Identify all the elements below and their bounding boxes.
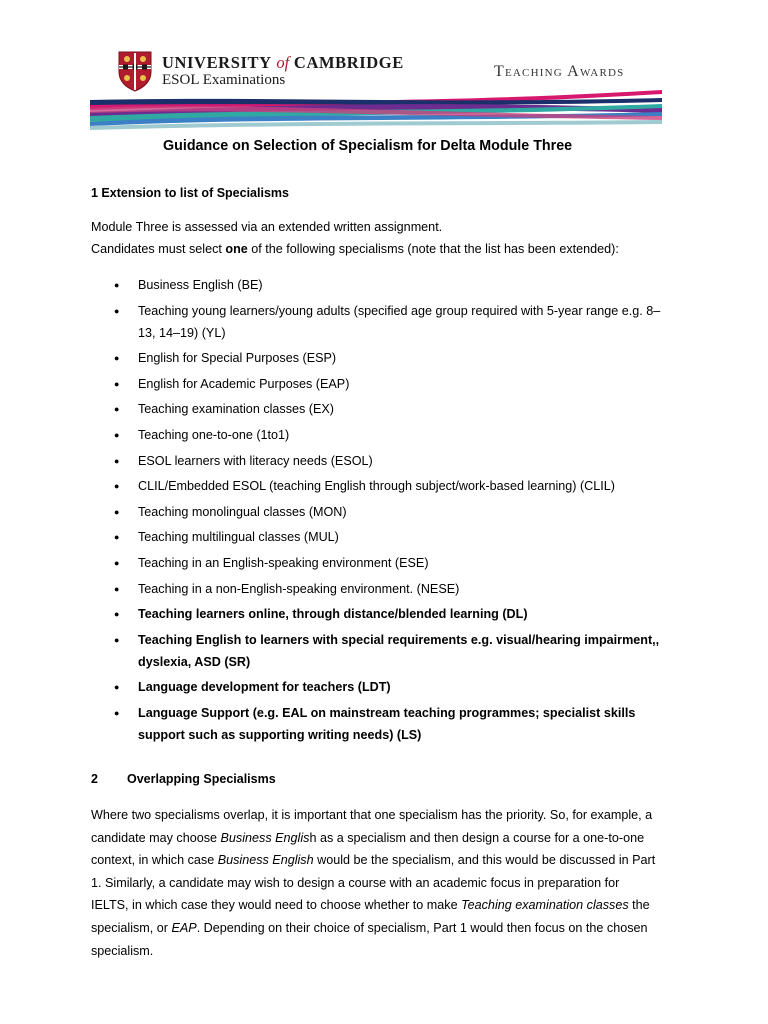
emphasis-one: one [225,242,248,256]
specialism-item [91,450,681,472]
intro-line-1: Module Three is assessed via an extended written assignment. [91,220,443,234]
section-2-number: 2 [91,772,98,786]
bullet-icon: ● [114,305,120,316]
italic-term: Business English [217,853,314,868]
program-name: Teaching Awards [494,63,625,80]
specialism-text: CLIL/Embedded ESOL (teaching English through subject/work-based learning) (CLIL) [138,479,615,494]
specialism-text: Teaching young learners/young adults (specified age group required with 5-year range e.g. 8– [138,303,661,318]
specialism-text: Teaching examination classes (EX) [138,402,334,417]
specialism-text: Teaching in a non-English-speaking environment. (NESE) [138,581,460,596]
intro-line-2: Candidates must select one of the following specialisms (note that the list has been extended): [91,242,619,256]
specialism-item [91,676,681,698]
specialism-item [91,347,681,369]
bullet-icon: ● [114,353,120,364]
specialism-item [91,578,681,600]
bullet-icon: ● [114,583,120,594]
specialism-text: Teaching monolingual classes (MON) [138,504,347,519]
specialism-item [91,526,681,548]
specialism-text: Business English (BE) [138,278,263,292]
specialism-text: English for Academic Purposes (EAP) [138,376,350,391]
specialism-text-continued: dyslexia, ASD (SR) [138,654,251,669]
specialism-text: Teaching multilingual classes (MUL) [138,530,339,545]
specialism-text: Teaching one-to-one (1to1) [138,427,290,442]
university-name: UNIVERSITY of CAMBRIDGE [162,53,404,72]
bullet-icon: ● [114,378,120,389]
specialism-item [91,603,681,625]
specialism-item [91,629,681,673]
swoosh-banner [90,82,662,132]
specialism-item [91,373,681,395]
bullet-icon: ● [114,429,120,440]
specialism-text: Language development for teachers (LDT) [138,680,391,695]
specialism-item [91,274,681,296]
bullet-icon: ● [114,404,120,415]
specialism-item [91,300,681,344]
section-2-heading: Overlapping Specialisms [127,772,276,786]
specialism-text: Language Support (e.g. EAL on mainstream teaching programmes; specialist skills [138,705,636,720]
specialism-item [91,398,681,420]
bullet-icon: ● [114,707,120,718]
section-2-paragraph [91,804,681,962]
italic-term: EAP [171,920,197,935]
specialism-text-continued: 13, 14–19) (YL) [138,325,226,340]
exam-board-name: ESOL Examinations [162,72,286,88]
document-title: Guidance on Selection of Specialism for Delta Module Three [163,138,573,154]
section-1-heading: 1 Extension to list of Specialisms [91,186,289,200]
specialism-text: ESOL learners with literacy needs (ESOL) [138,453,373,468]
specialism-text: Teaching in an English-speaking environment (ESE) [138,555,429,570]
bullet-icon: ● [114,609,120,620]
specialism-list [91,274,681,750]
specialism-item [91,475,681,497]
bullet-icon: ● [114,280,120,290]
specialism-item [91,552,681,574]
specialism-item [91,424,681,446]
paragraph-line: candidate may choose Business English as a specialism and then design a course for a one-to-one [91,830,645,845]
italic-term: Business Englis [220,830,310,845]
bullet-icon: ● [114,455,120,466]
bullet-icon: ● [114,532,120,543]
bullet-icon: ● [114,481,120,492]
university-of: of [276,53,290,72]
specialism-text-continued: support such as supporting writing needs) (LS) [138,727,422,742]
italic-term: Teaching examination classes [461,898,629,913]
paragraph-line: specialism. [91,943,154,958]
bullet-icon: ● [114,634,120,645]
letterhead [0,0,768,135]
paragraph-line: context, in which case Business English would be the specialism, and this would be discussed in Part [91,853,656,868]
paragraph-line: IELTS, in which case they would need to choose whether to make Teaching examination classes the [91,898,650,913]
bullet-icon: ● [114,557,120,568]
specialism-text: Teaching English to learners with special requirements e.g. visual/hearing impairment,, [138,632,660,647]
paragraph-line: specialism, or EAP. Depending on their choice of specialism, Part 1 would then focus on the chosen [91,920,648,935]
specialism-text: Teaching learners online, through distance/blended learning (DL) [138,607,528,622]
specialism-item [91,501,681,523]
bullet-icon: ● [114,682,120,693]
bullet-icon: ● [114,506,120,517]
paragraph-line: 1. Similarly, a candidate may wish to design a course with an academic focus in preparation for [91,875,620,890]
specialism-item [91,702,681,746]
specialism-text: English for Special Purposes (ESP) [138,351,337,366]
paragraph-line: Where two specialisms overlap, it is important that one specialism has the priority. So, for example, a [91,808,653,822]
